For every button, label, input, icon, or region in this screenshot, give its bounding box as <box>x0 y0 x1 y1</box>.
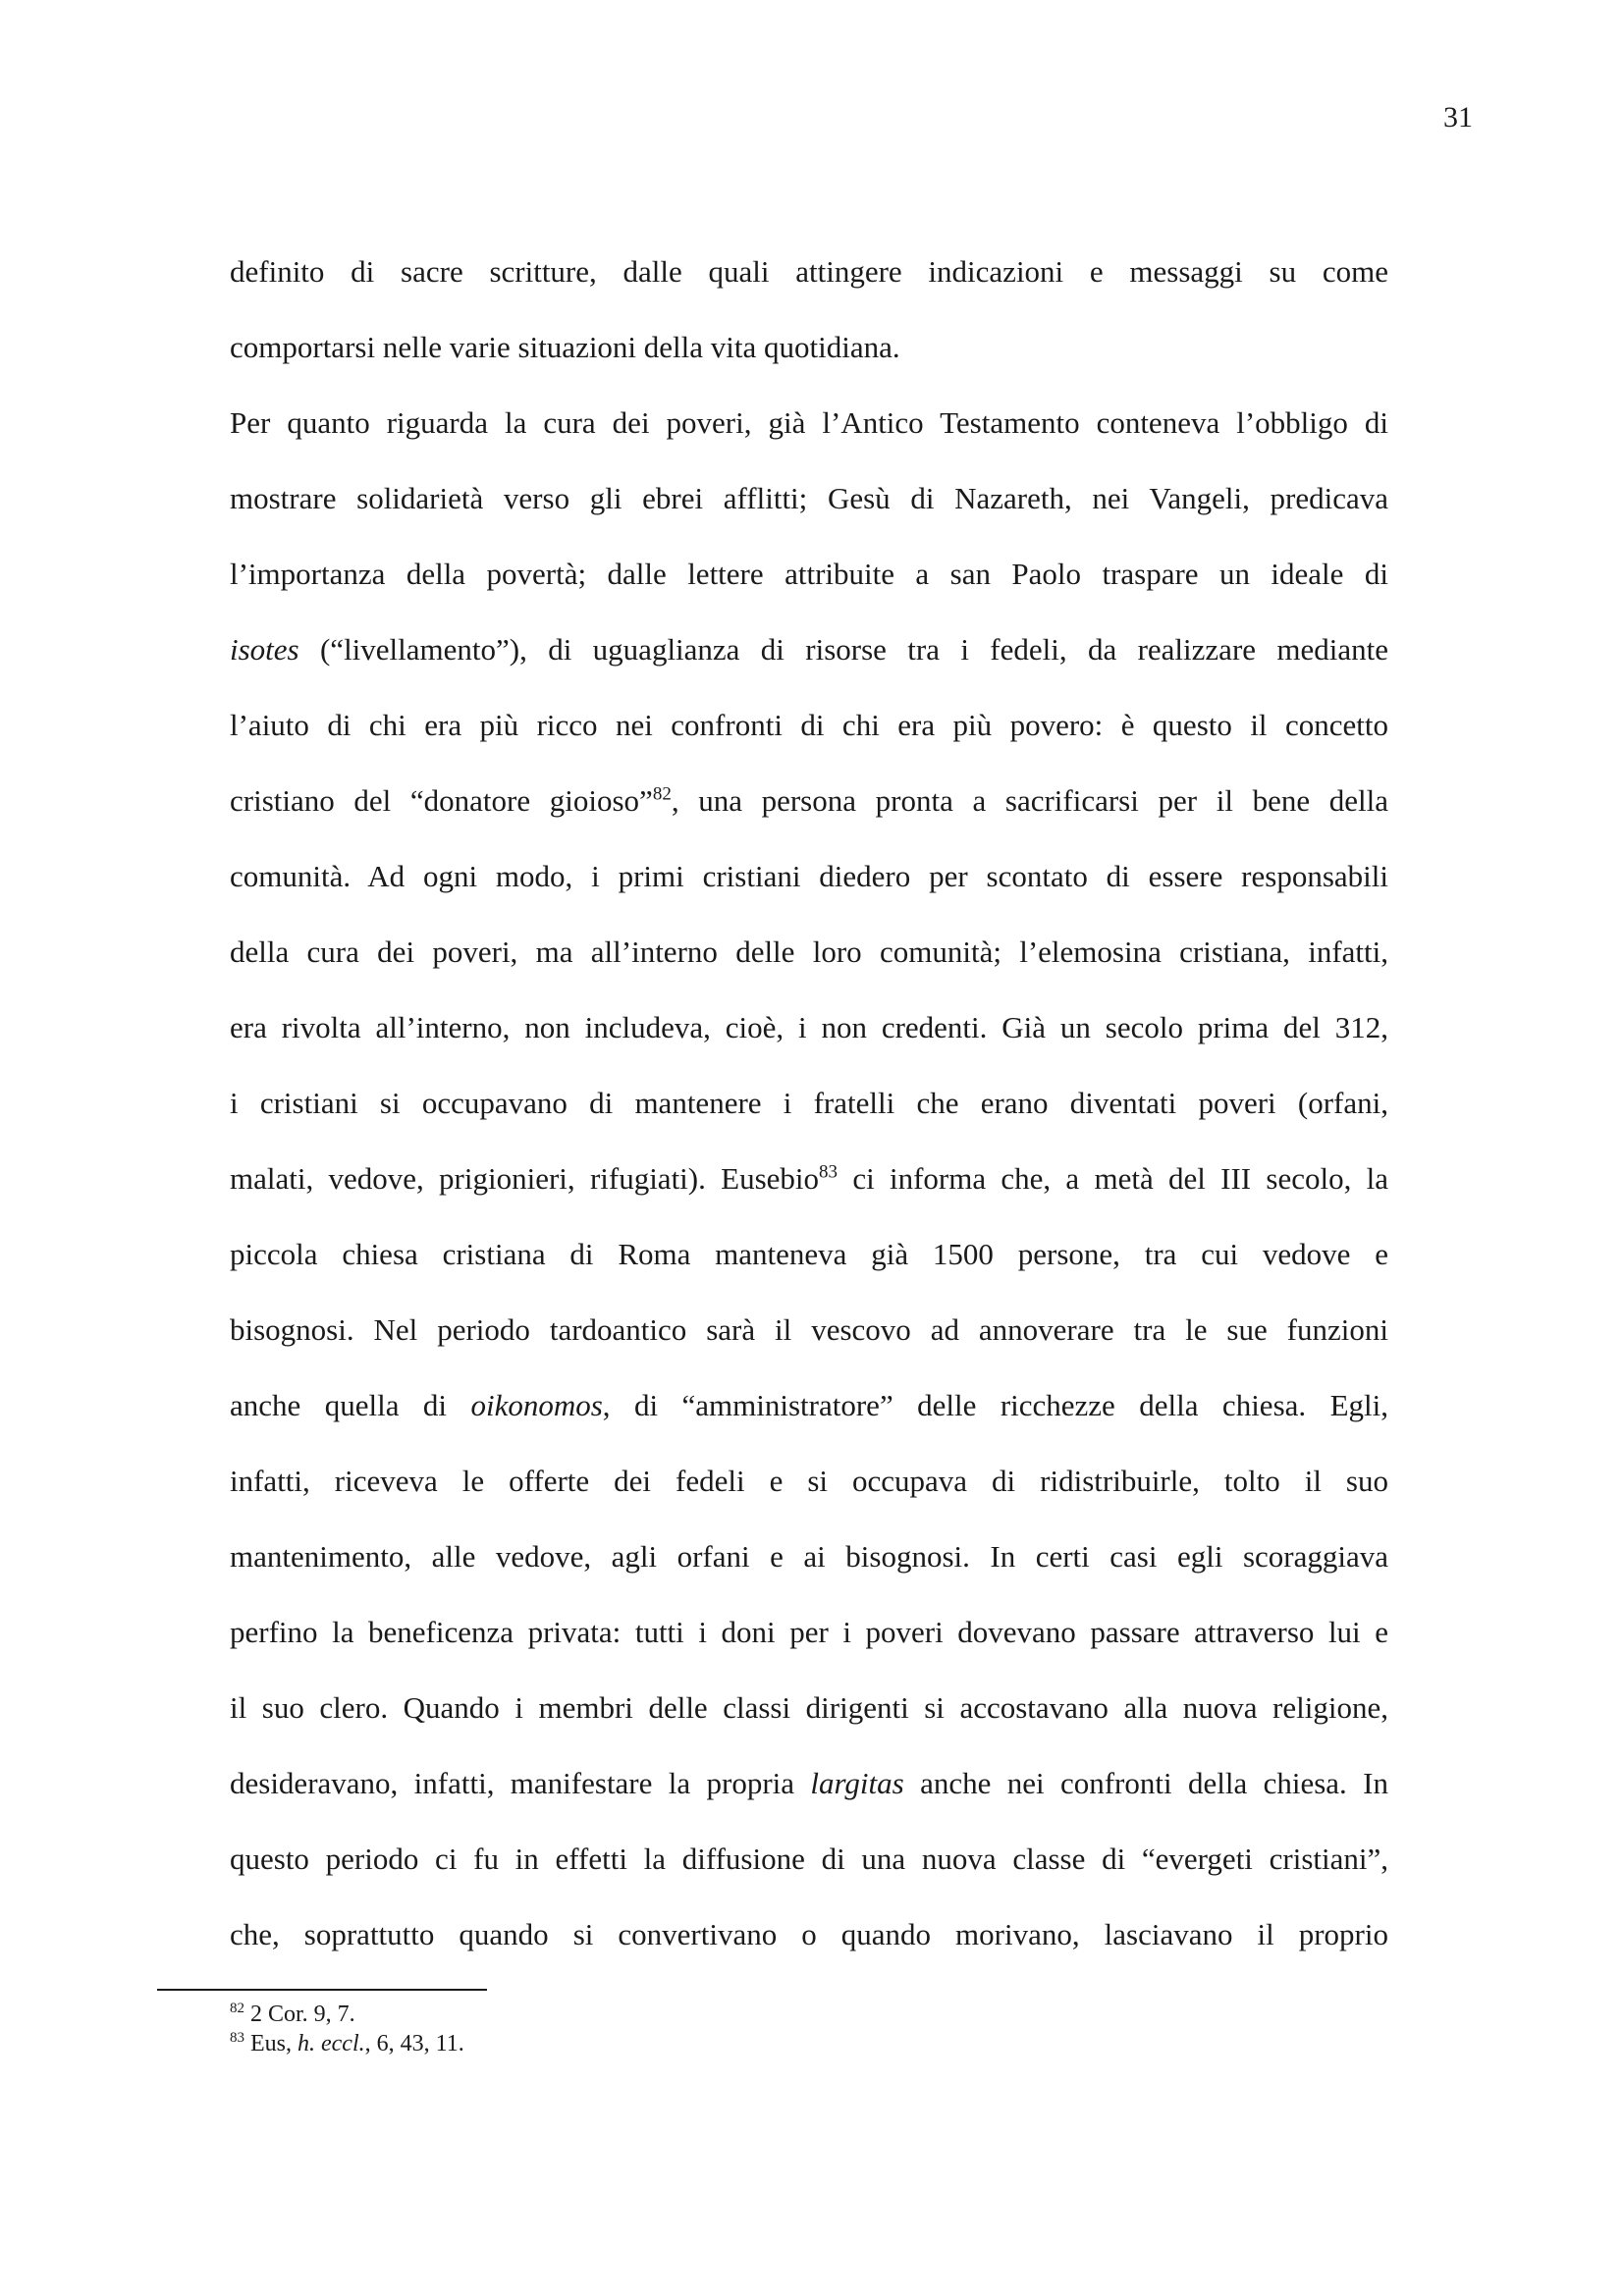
text-run: , 6, 43, 11. <box>364 2031 464 2056</box>
footnote <box>230 2000 1388 2029</box>
text-run: mostrare solidarietà verso gli ebrei afflitti; Gesù di Nazareth, nei Vangeli, predicava <box>230 481 1388 515</box>
text-line <box>230 1670 1388 1745</box>
footnote-mark: 83 <box>230 2030 244 2046</box>
text-run: bisognosi. Nel periodo tardoantico sarà il vescovo ad annoverare tra le sue funzioni <box>230 1312 1388 1347</box>
text-line <box>230 309 1388 385</box>
text-line <box>230 1519 1388 1594</box>
text-run: mantenimento, alle vedove, agli orfani e ai bisognosi. In certi casi egli scoraggiava <box>230 1539 1388 1574</box>
text-run: i cristiani si occupavano di mantenere i fratelli che erano diventati poveri (orfani, <box>230 1086 1388 1120</box>
text-run: era rivolta all’interno, non includeva, cioè, i non credenti. Già un secolo prima del 312, <box>230 1010 1388 1044</box>
text-line <box>230 687 1388 763</box>
text-line <box>230 460 1388 536</box>
text-line <box>230 838 1388 914</box>
text-line <box>230 1216 1388 1292</box>
footnote-mark: 82 <box>230 2001 244 2016</box>
text-run: piccola chiesa cristiana di Roma manteneva già 1500 persone, tra cui vedove e <box>230 1237 1388 1271</box>
page-number: 31 <box>1443 101 1473 133</box>
text-line <box>230 1292 1388 1367</box>
text-run: l’importanza della povertà; dalle lettere attribuite a san Paolo traspare un ideale di <box>230 557 1388 591</box>
footnote-reference: 82 <box>652 783 672 805</box>
footnotes <box>230 2000 1388 2058</box>
text-line <box>230 763 1388 838</box>
text-run: malati, vedove, prigionieri, rifugiati). Eusebio <box>230 1161 820 1196</box>
italic-term: isotes <box>230 632 299 667</box>
footnote <box>230 2029 1388 2058</box>
text-run: della cura dei poveri, ma all’interno delle loro comunità; l’elemosina cristiana, infatti, <box>230 934 1388 969</box>
text-run: anche quella di <box>230 1388 471 1422</box>
text-line <box>230 989 1388 1065</box>
text-line <box>230 612 1388 687</box>
text-run: , di “amministratore” delle ricchezze della chiesa. Egli, <box>602 1388 1388 1422</box>
body-text <box>230 234 1388 1972</box>
text-run: Per quanto riguarda la cura dei poveri, già l’Antico Testamento conteneva l’obbligo di <box>230 405 1388 440</box>
italic-term: h. eccl. <box>298 2031 365 2056</box>
text-line <box>230 536 1388 612</box>
text-line <box>230 1896 1388 1972</box>
text-run: desideravano, infatti, manifestare la propria <box>230 1766 811 1800</box>
italic-term: oikonomos <box>470 1388 603 1422</box>
italic-term: largitas <box>810 1766 904 1800</box>
text-run: che, soprattutto quando si convertivano o quando morivano, lasciavano il proprio <box>230 1917 1388 1951</box>
text-line <box>230 1443 1388 1519</box>
text-line <box>230 1594 1388 1670</box>
text-run: questo periodo ci fu in effetti la diffusione di una nuova classe di “evergeti cristiani”, <box>230 1842 1388 1876</box>
text-line <box>230 385 1388 460</box>
text-line <box>230 1367 1388 1443</box>
text-run: anche nei confronti della chiesa. In <box>903 1766 1388 1800</box>
text-run: (“livellamento”), di uguaglianza di risorse tra i fedeli, da realizzare mediante <box>298 632 1388 667</box>
text-run: infatti, riceveva le offerte dei fedeli e si occupava di ridistribuirle, tolto il suo <box>230 1464 1388 1498</box>
footnote-separator <box>157 1989 487 1991</box>
footnote-reference: 83 <box>819 1161 839 1183</box>
text-run: comunità. Ad ogni modo, i primi cristiani diedero per scontato di essere responsabili <box>230 859 1388 893</box>
text-run: Eus, <box>244 2031 298 2056</box>
text-run: l’aiuto di chi era più ricco nei confronti di chi era più povero: è questo il concetto <box>230 708 1388 742</box>
text-run: cristiano del “donatore gioioso” <box>230 783 653 818</box>
text-line <box>230 914 1388 989</box>
text-run: definito di sacre scritture, dalle quali attingere indicazioni e messaggi su come <box>230 254 1388 289</box>
text-line <box>230 234 1388 309</box>
text-run: 2 Cor. 9, 7. <box>244 2002 355 2027</box>
text-run: comportarsi nelle varie situazioni della vita quotidiana. <box>230 330 900 364</box>
text-line <box>230 1821 1388 1896</box>
text-run: ci informa che, a metà del III secolo, la <box>838 1161 1388 1196</box>
text-line <box>230 1141 1388 1216</box>
text-run: il suo clero. Quando i membri delle classi dirigenti si accostavano alla nuova religione, <box>230 1690 1388 1725</box>
text-line <box>230 1745 1388 1821</box>
text-line <box>230 1065 1388 1141</box>
text-run: perfino la beneficenza privata: tutti i doni per i poveri dovevano passare attraverso lui e <box>230 1615 1388 1649</box>
text-run: , una persona pronta a sacrificarsi per il bene della <box>671 783 1388 818</box>
